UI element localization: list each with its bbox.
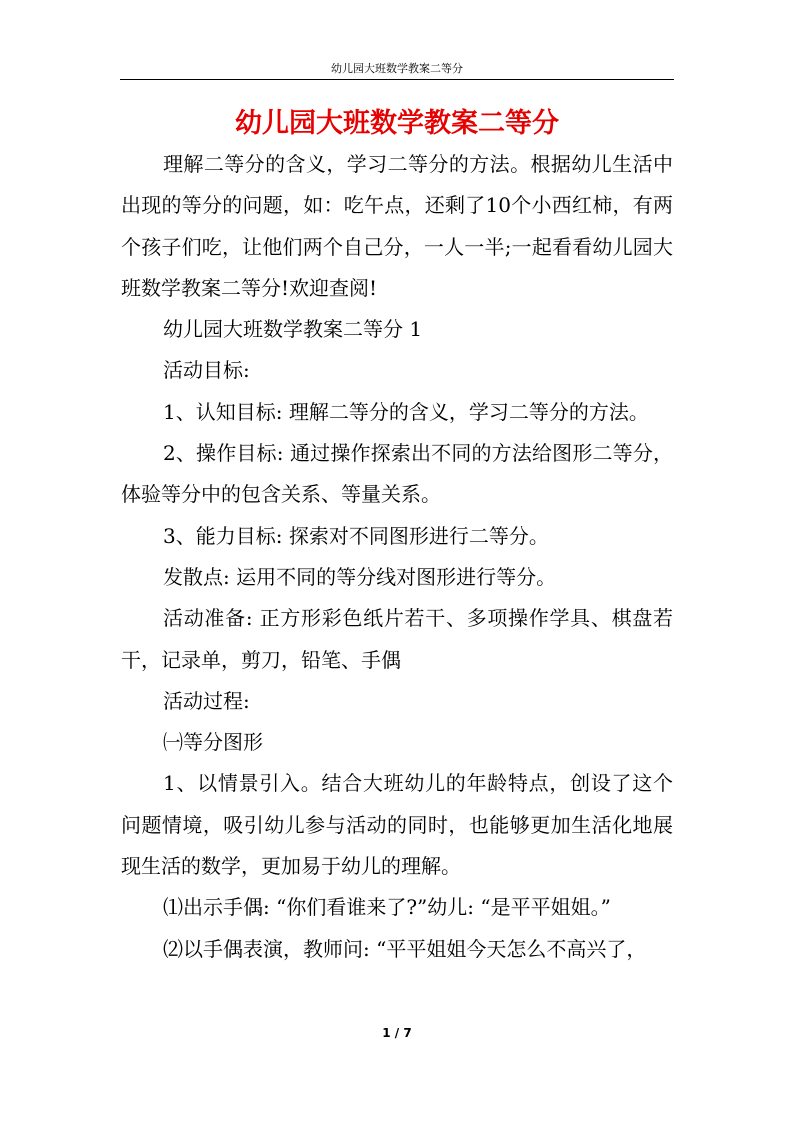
page-number: 1 / 7 <box>382 1026 412 1040</box>
process-step: 1、以情景引入。结合大班幼儿的年龄特点，创设了这个问题情境，吸引幼儿参与活动的同时，也能够更加生活化地展现生活的数学，更加易于幼儿的理解。 <box>121 771 673 879</box>
subsection-heading: ㈠等分图形 <box>163 730 263 755</box>
document-title: 幼儿园大班数学教案二等分 <box>235 108 559 139</box>
objective-item: 1、认知目标: 理解二等分的含义，学习二等分的方法。 <box>163 399 649 424</box>
header-divider <box>120 79 674 80</box>
objective-item: 2、操作目标: 通过操作探索出不同的方法给图形二等分，体验等分中的包含关系、等量关系。 <box>121 441 673 507</box>
process-step: ⑵以手偶表演，教师问: “平平姐姐今天怎么不高兴了， <box>163 936 647 961</box>
document-body <box>121 144 673 970</box>
divergence-paragraph: 发散点: 运用不同的等分线对图形进行等分。 <box>163 564 557 589</box>
section-heading: 幼儿园大班数学教案二等分 1 <box>163 317 423 342</box>
process-heading: 活动过程: <box>163 688 250 713</box>
objective-item: 3、能力目标: 探索对不同图形进行二等分。 <box>163 523 549 548</box>
running-header: 幼儿园大班数学教案二等分 <box>331 62 463 75</box>
intro-paragraph: 理解二等分的含义，学习二等分的方法。根据幼儿生活中出现的等分的问题，如：吃午点，还剩了10个小西红柿，有两个孩子们吃，让他们两个自己分，一人一半;一起看看幼儿园大班数学教案二等分!欢迎查阅! <box>121 152 673 300</box>
objectives-heading: 活动目标: <box>163 358 250 383</box>
process-step: ⑴出示手偶: “你们看谁来了?”幼儿: “是平平姐姐。” <box>163 895 611 920</box>
preparation-paragraph: 活动准备: 正方形彩色纸片若干、多项操作学具、棋盘若干，记录单，剪刀，铅笔、手偶 <box>121 606 673 672</box>
